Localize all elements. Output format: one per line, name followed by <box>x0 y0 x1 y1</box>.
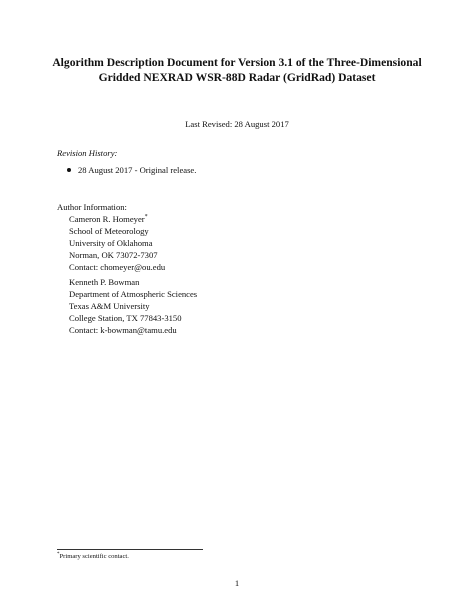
author-name: Kenneth P. Bowman <box>69 277 140 287</box>
title-line-2: Gridded NEXRAD WSR-88D Radar (GridRad) Dataset <box>98 71 376 84</box>
author-name-line <box>69 212 165 226</box>
footnote-mark: * <box>57 552 60 557</box>
author-contact: Contact: chomeyer@ou.edu <box>69 261 166 272</box>
document-title <box>30 55 444 85</box>
revision-item-text: 28 August 2017 - Original release. <box>78 165 197 175</box>
author-name: Cameron R. Homeyer <box>69 214 145 224</box>
author-institution: University of Oklahoma <box>69 237 153 248</box>
title-line-1: Algorithm Description Document for Version 3.1 of the Three-Dimensional <box>52 56 422 69</box>
revision-item <box>67 165 196 175</box>
author-institution: Texas A&M University <box>69 300 150 311</box>
footnote-text: Primary scientific contact. <box>59 553 129 560</box>
revision-history-list <box>67 165 196 175</box>
footnote-divider <box>57 549 203 550</box>
bullet-icon <box>67 168 71 172</box>
page-number: 1 <box>234 578 240 588</box>
author-block-bowman <box>69 277 197 337</box>
footnote-marker: * <box>144 214 148 220</box>
author-contact: Contact: k-bowman@tamu.edu <box>69 324 177 335</box>
author-department: School of Meteorology <box>69 225 149 236</box>
revision-history-label: Revision History: <box>57 148 118 158</box>
footnote <box>57 552 129 560</box>
author-info-label: Author Information: <box>57 202 127 212</box>
author-department: Department of Atmospheric Sciences <box>69 288 198 299</box>
author-address: Norman, OK 73072-7307 <box>69 249 158 260</box>
author-address: College Station, TX 77843-3150 <box>69 312 182 323</box>
author-block-homeyer <box>69 212 165 274</box>
last-revised-date: Last Revised: 28 August 2017 <box>185 119 289 129</box>
